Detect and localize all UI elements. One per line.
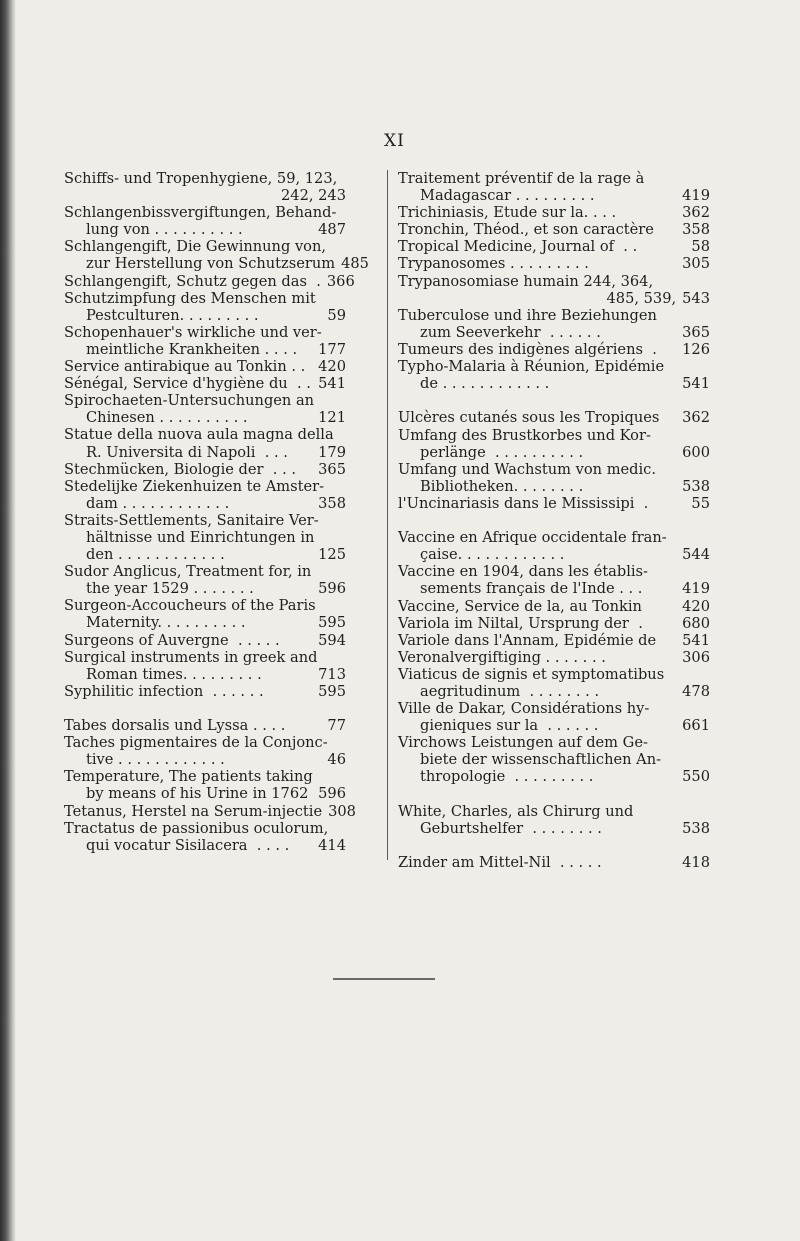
index-entry: [64, 324, 346, 358]
index-entry: [64, 375, 346, 392]
index-entry: [398, 854, 710, 871]
entry-text: Trichiniasis, Etude sur la. . . .: [398, 204, 617, 222]
index-entry-line: [398, 324, 710, 341]
index-entry: [398, 700, 710, 734]
page-reference: 308: [328, 802, 356, 820]
index-column-left: [64, 170, 369, 854]
entry-text: Viaticus de signis et symptomatibus: [398, 665, 665, 683]
section-gap: [398, 837, 710, 854]
index-entry: [398, 307, 710, 341]
page-reference: 420: [318, 358, 346, 376]
section-gap: [398, 512, 710, 529]
index-entry-line: [64, 358, 346, 375]
index-entry: [64, 683, 346, 700]
entry-text: Service antirabique au Tonkin . .: [64, 358, 306, 376]
entry-text: Tractatus de passionibus oculorum,: [64, 819, 329, 837]
entry-text: Traitement préventif de la rage à: [398, 170, 645, 187]
index-entry: [398, 563, 710, 597]
index-entry: [64, 632, 346, 649]
index-entry-line: [64, 221, 346, 238]
index-entry: [398, 204, 710, 221]
index-entry-line: [64, 802, 356, 820]
index-entry: [398, 358, 710, 392]
page-reference: 366: [326, 272, 355, 290]
index-entry-line: [64, 768, 346, 785]
index-entry-line: [398, 683, 710, 700]
entry-text: aegritudinum . . . . . . . .: [420, 683, 600, 700]
section-gap: [64, 700, 346, 717]
entry-text: Stedelijke Ziekenhuizen te Amster-: [64, 477, 325, 495]
entry-text: Veronalvergiftiging . . . . . . .: [398, 648, 606, 666]
index-entry-line: [398, 615, 710, 632]
index-entry: [398, 238, 710, 255]
entry-text: Ulcères cutanés sous les Tropiques: [398, 409, 660, 427]
index-entry: [64, 717, 346, 734]
page-number: XI: [384, 131, 405, 151]
page-reference: 305: [682, 255, 710, 273]
index-entry-line: [64, 426, 346, 443]
entry-text: 485, 539,: [606, 289, 677, 307]
entry-text: Syphilitic infection . . . . . .: [64, 682, 264, 700]
index-entry: [398, 615, 710, 632]
index-entry-line: [64, 666, 346, 683]
index-entry-line: [398, 820, 710, 837]
page-reference: 596: [318, 580, 346, 598]
entry-text: Geburtshelfer . . . . . . . .: [420, 819, 602, 837]
page-reference: 419: [682, 187, 710, 205]
index-entry-line: [64, 324, 346, 341]
index-entry-line: [64, 444, 346, 461]
index-entry: [398, 649, 710, 666]
footer-rule: [333, 978, 435, 980]
index-entry: [398, 461, 710, 495]
page-reference: 46: [327, 751, 346, 769]
entry-text: Schopenhauer's wirkliche und ver-: [64, 323, 322, 341]
index-entry-line: [398, 598, 710, 615]
page-reference: 306: [682, 648, 710, 666]
page-reference: 544: [682, 546, 710, 564]
index-entry: [64, 512, 346, 563]
index-entry: [64, 358, 346, 375]
index-entry: [398, 341, 710, 358]
index-entry: [64, 478, 346, 512]
index-entry: [398, 273, 710, 307]
index-entry-line: [64, 785, 346, 802]
entry-text: perlänge . . . . . . . . . .: [420, 443, 584, 461]
entry-text: den . . . . . . . . . . . .: [86, 546, 225, 564]
entry-text: çaise. . . . . . . . . . . .: [420, 546, 565, 564]
index-entry: [64, 392, 346, 426]
index-column-right: [398, 170, 710, 871]
index-entry-line: [64, 204, 346, 221]
index-entry-line: [64, 255, 369, 273]
index-entry-line: [64, 837, 346, 854]
index-entry: [398, 255, 710, 272]
entry-text: Tetanus, Herstel na Serum-injectie: [64, 802, 323, 820]
page-reference: 414: [318, 836, 346, 854]
entry-text: Pestculturen. . . . . . . . .: [86, 306, 259, 324]
index-entry: [398, 529, 710, 563]
entry-text: Ville de Dakar, Considérations hy-: [398, 700, 650, 718]
entry-text: Tabes dorsalis und Lyssa . . . .: [64, 717, 286, 735]
page-reference: 541: [682, 631, 710, 649]
entry-text: de . . . . . . . . . . . .: [420, 375, 550, 393]
page-reference: 419: [682, 580, 710, 598]
entry-text: gieniques sur la . . . . . .: [420, 717, 599, 735]
page-reference: 485: [341, 255, 369, 273]
index-entry-line: [398, 341, 710, 358]
entry-text: Sudor Anglicus, Treatment for, in: [64, 563, 312, 581]
entry-text: zur Herstellung von Schutzserum: [86, 255, 336, 273]
index-entry: [398, 427, 710, 461]
index-entry-line: [398, 273, 710, 290]
index-entry-line: [64, 392, 346, 409]
index-entry-line: [398, 187, 710, 204]
index-entry-line: [398, 751, 710, 768]
entry-text: Tropical Medicine, Journal of . .: [398, 238, 638, 256]
entry-text: Surgeon-Accoucheurs of the Paris: [64, 597, 316, 615]
entry-text: White, Charles, als Chirurg und: [398, 802, 634, 820]
index-entry-line: [398, 734, 710, 751]
entry-text: Straits-Settlements, Sanitaire Ver-: [64, 511, 319, 529]
page-reference: 126: [682, 340, 710, 358]
entry-text: Taches pigmentaires de la Conjonc-: [64, 734, 328, 752]
entry-text: Variole dans l'Annam, Epidémie de: [398, 631, 657, 649]
page-reference: 365: [682, 323, 710, 341]
index-entry: [64, 426, 346, 460]
entry-text: Vaccine en Afrique occidentale fran-: [398, 529, 667, 547]
entry-text: Stechmücken, Biologie der . . .: [64, 460, 296, 478]
index-entry-line: [64, 187, 346, 204]
index-entry-line: [398, 717, 710, 734]
page-reference: 358: [682, 221, 710, 239]
entry-text: Umfang des Brustkorbes und Kor-: [398, 426, 651, 444]
index-entry-line: [398, 529, 710, 546]
entry-text: Maternity. . . . . . . . . .: [86, 614, 246, 632]
entry-text: Typho-Malaria à Réunion, Epidémie: [398, 358, 665, 376]
section-gap: [398, 392, 710, 409]
page-reference: 487: [318, 221, 346, 239]
entry-text: sements français de l'Inde . . .: [420, 580, 643, 598]
entry-text: lung von . . . . . . . . . .: [86, 221, 243, 239]
index-entry-line: [64, 614, 346, 631]
index-entry-line: [398, 255, 710, 272]
index-entry-line: [64, 512, 346, 529]
entry-text: zum Seeverkehr . . . . . .: [420, 323, 601, 341]
index-entry-line: [398, 290, 710, 307]
entry-text: Variola im Niltal, Ursprung der .: [398, 614, 643, 632]
page-reference: 538: [682, 477, 710, 495]
page-reference: 541: [318, 375, 346, 393]
index-entry-line: [64, 529, 346, 546]
page-reference: 418: [682, 854, 710, 872]
index-entry-line: [64, 495, 346, 512]
entry-text: the year 1529 . . . . . . .: [86, 580, 254, 598]
entry-text: R. Universita di Napoli . . .: [86, 443, 288, 461]
index-entry-line: [398, 700, 710, 717]
index-entry: [64, 204, 346, 238]
index-entry-line: [398, 461, 710, 478]
index-entry-line: [398, 409, 710, 426]
index-entry-line: [398, 563, 710, 580]
page-reference: 362: [682, 409, 710, 427]
index-entry-line: [398, 854, 710, 871]
index-entry-line: [398, 427, 710, 444]
index-entry: [64, 820, 346, 854]
index-entry-line: [64, 478, 346, 495]
page-reference: 362: [682, 204, 710, 222]
index-entry-line: [64, 307, 346, 324]
index-entry-line: [64, 375, 346, 392]
page-reference: 661: [682, 717, 710, 735]
index-entry-line: [64, 409, 346, 426]
index-entry: [64, 649, 346, 683]
page-reference: 543: [682, 289, 710, 307]
index-entry-line: [398, 495, 710, 512]
entry-text: by means of his Urine in 1762: [86, 785, 309, 803]
index-entry-line: [64, 734, 346, 751]
entry-text: meintliche Krankheiten . . . .: [86, 340, 298, 358]
entry-text: Trypanosomiase humain 244, 364,: [398, 272, 654, 290]
index-entry: [64, 768, 346, 802]
index-entry-line: [64, 170, 346, 187]
entry-text: thropologie . . . . . . . . .: [420, 768, 594, 786]
index-entry-line: [64, 238, 346, 255]
page-reference: 680: [682, 614, 710, 632]
page-reference: 713: [318, 665, 346, 683]
index-entry-line: [398, 478, 710, 495]
page-reference: 596: [318, 785, 346, 803]
entry-text: Tronchin, Théod., et son caractère: [398, 221, 654, 239]
entry-text: biete der wissenschaftlichen An-: [420, 751, 662, 769]
page-reference: 58: [691, 238, 710, 256]
index-entry-line: [64, 632, 346, 649]
entry-text: Vaccine, Service de la, au Tonkin: [398, 597, 642, 615]
index-entry: [64, 597, 346, 631]
index-entry-line: [398, 649, 710, 666]
page-reference: 125: [318, 546, 346, 564]
entry-text: Tuberculose und ihre Beziehungen: [398, 306, 657, 324]
index-entry: [64, 238, 369, 273]
index-entry-line: [64, 683, 346, 700]
index-entry-line: [64, 597, 346, 614]
index-entry-line: [398, 221, 710, 238]
index-entry-line: [64, 546, 346, 563]
index-entry: [398, 170, 710, 204]
page-reference: 365: [318, 460, 346, 478]
index-entry: [398, 495, 710, 512]
index-entry: [398, 734, 710, 785]
entry-text: Trypanosomes . . . . . . . . .: [398, 255, 589, 273]
index-entry: [398, 666, 710, 700]
index-entry-line: [398, 238, 710, 255]
page-reference: 358: [318, 494, 346, 512]
entry-text: Zinder am Mittel-Nil . . . . .: [398, 854, 602, 872]
page-reference: 420: [682, 597, 710, 615]
index-entry: [64, 170, 346, 204]
entry-text: Surgical instruments in greek and: [64, 648, 318, 666]
page-reference: 59: [327, 306, 346, 324]
index-entry-line: [398, 307, 710, 324]
index-entry: [64, 563, 346, 597]
entry-text: Virchows Leistungen auf dem Ge-: [398, 734, 648, 752]
index-entry: [398, 409, 710, 426]
index-entry-line: [398, 444, 710, 461]
page-reference: 595: [318, 614, 346, 632]
index-entry-line: [64, 341, 346, 358]
index-entry: [64, 461, 346, 478]
page-reference: 177: [318, 340, 346, 358]
index-entry-line: [64, 717, 346, 734]
index-entry-line: [64, 751, 346, 768]
index-entry: [398, 598, 710, 615]
entry-text: 242, 243: [281, 187, 346, 205]
column-divider: [387, 170, 388, 860]
index-entry-line: [398, 666, 710, 683]
index-entry-line: [398, 580, 710, 597]
entry-text: l'Uncinariasis dans le Mississipi .: [398, 494, 649, 512]
page-reference: 77: [327, 717, 346, 735]
index-entry-line: [64, 820, 346, 837]
entry-text: Schlangengift, Schutz gegen das .: [64, 272, 321, 290]
index-entry: [64, 290, 346, 324]
page-reference: 478: [682, 683, 710, 700]
entry-text: Schutzimpfung des Menschen mit: [64, 289, 316, 307]
index-entry: [398, 632, 710, 649]
page-reference: 600: [682, 443, 710, 461]
index-entry: [64, 734, 346, 768]
index-entry-line: [398, 632, 710, 649]
page-reference: 595: [318, 682, 346, 700]
page-reference: 594: [318, 631, 346, 649]
index-entry-line: [64, 461, 346, 478]
entry-text: Surgeons of Auvergne . . . . .: [64, 631, 280, 649]
entry-text: Chinesen . . . . . . . . . .: [86, 409, 248, 427]
entry-text: Temperature, The patients taking: [64, 768, 313, 786]
entry-text: Spirochaeten-Untersuchungen an: [64, 392, 315, 410]
index-entry: [64, 802, 356, 820]
page-reference: 55: [691, 494, 710, 512]
page-reference: 121: [318, 409, 346, 427]
index-entry-line: [398, 546, 710, 563]
entry-text: tive . . . . . . . . . . . .: [86, 751, 225, 769]
entry-text: Sénégal, Service d'hygiène du . .: [64, 375, 311, 393]
index-entry-line: [398, 375, 710, 392]
page-reference: 538: [682, 819, 710, 837]
page-reference: 550: [682, 768, 710, 786]
entry-text: Schlangengift, Die Gewinnung von,: [64, 238, 327, 256]
entry-text: Tumeurs des indigènes algériens .: [398, 340, 657, 358]
entry-text: Umfang und Wachstum von medic.: [398, 460, 656, 478]
entry-text: Bibliotheken. . . . . . . .: [420, 477, 584, 495]
index-entry: [398, 803, 710, 837]
section-gap: [398, 786, 710, 803]
page-reference: 179: [318, 443, 346, 461]
index-entry-line: [398, 768, 710, 785]
index-entry-line: [398, 803, 710, 820]
page-reference: 541: [682, 375, 710, 393]
index-entry: [64, 272, 355, 290]
index-entry-line: [64, 272, 355, 290]
book-binding-edge: [0, 0, 16, 1241]
index-entry-line: [64, 563, 346, 580]
index-entry-line: [64, 290, 346, 307]
entry-text: hältnisse und Einrichtungen in: [86, 528, 315, 546]
index-entry-line: [398, 204, 710, 221]
entry-text: Madagascar . . . . . . . . .: [420, 187, 595, 205]
index-entry-line: [64, 580, 346, 597]
entry-text: Roman times. . . . . . . . .: [86, 665, 262, 683]
entry-text: Schiffs- und Tropenhygiene, 59, 123,: [64, 170, 338, 187]
index-entry: [398, 221, 710, 238]
index-entry-line: [398, 358, 710, 375]
entry-text: Schlangenbissvergiftungen, Behand-: [64, 204, 337, 222]
entry-text: qui vocatur Sisilacera . . . .: [86, 836, 290, 854]
entry-text: Vaccine en 1904, dans les établis-: [398, 563, 648, 581]
entry-text: Statue della nuova aula magna della: [64, 426, 334, 444]
index-entry-line: [398, 170, 710, 187]
index-entry-line: [64, 649, 346, 666]
entry-text: dam . . . . . . . . . . . .: [86, 494, 230, 512]
